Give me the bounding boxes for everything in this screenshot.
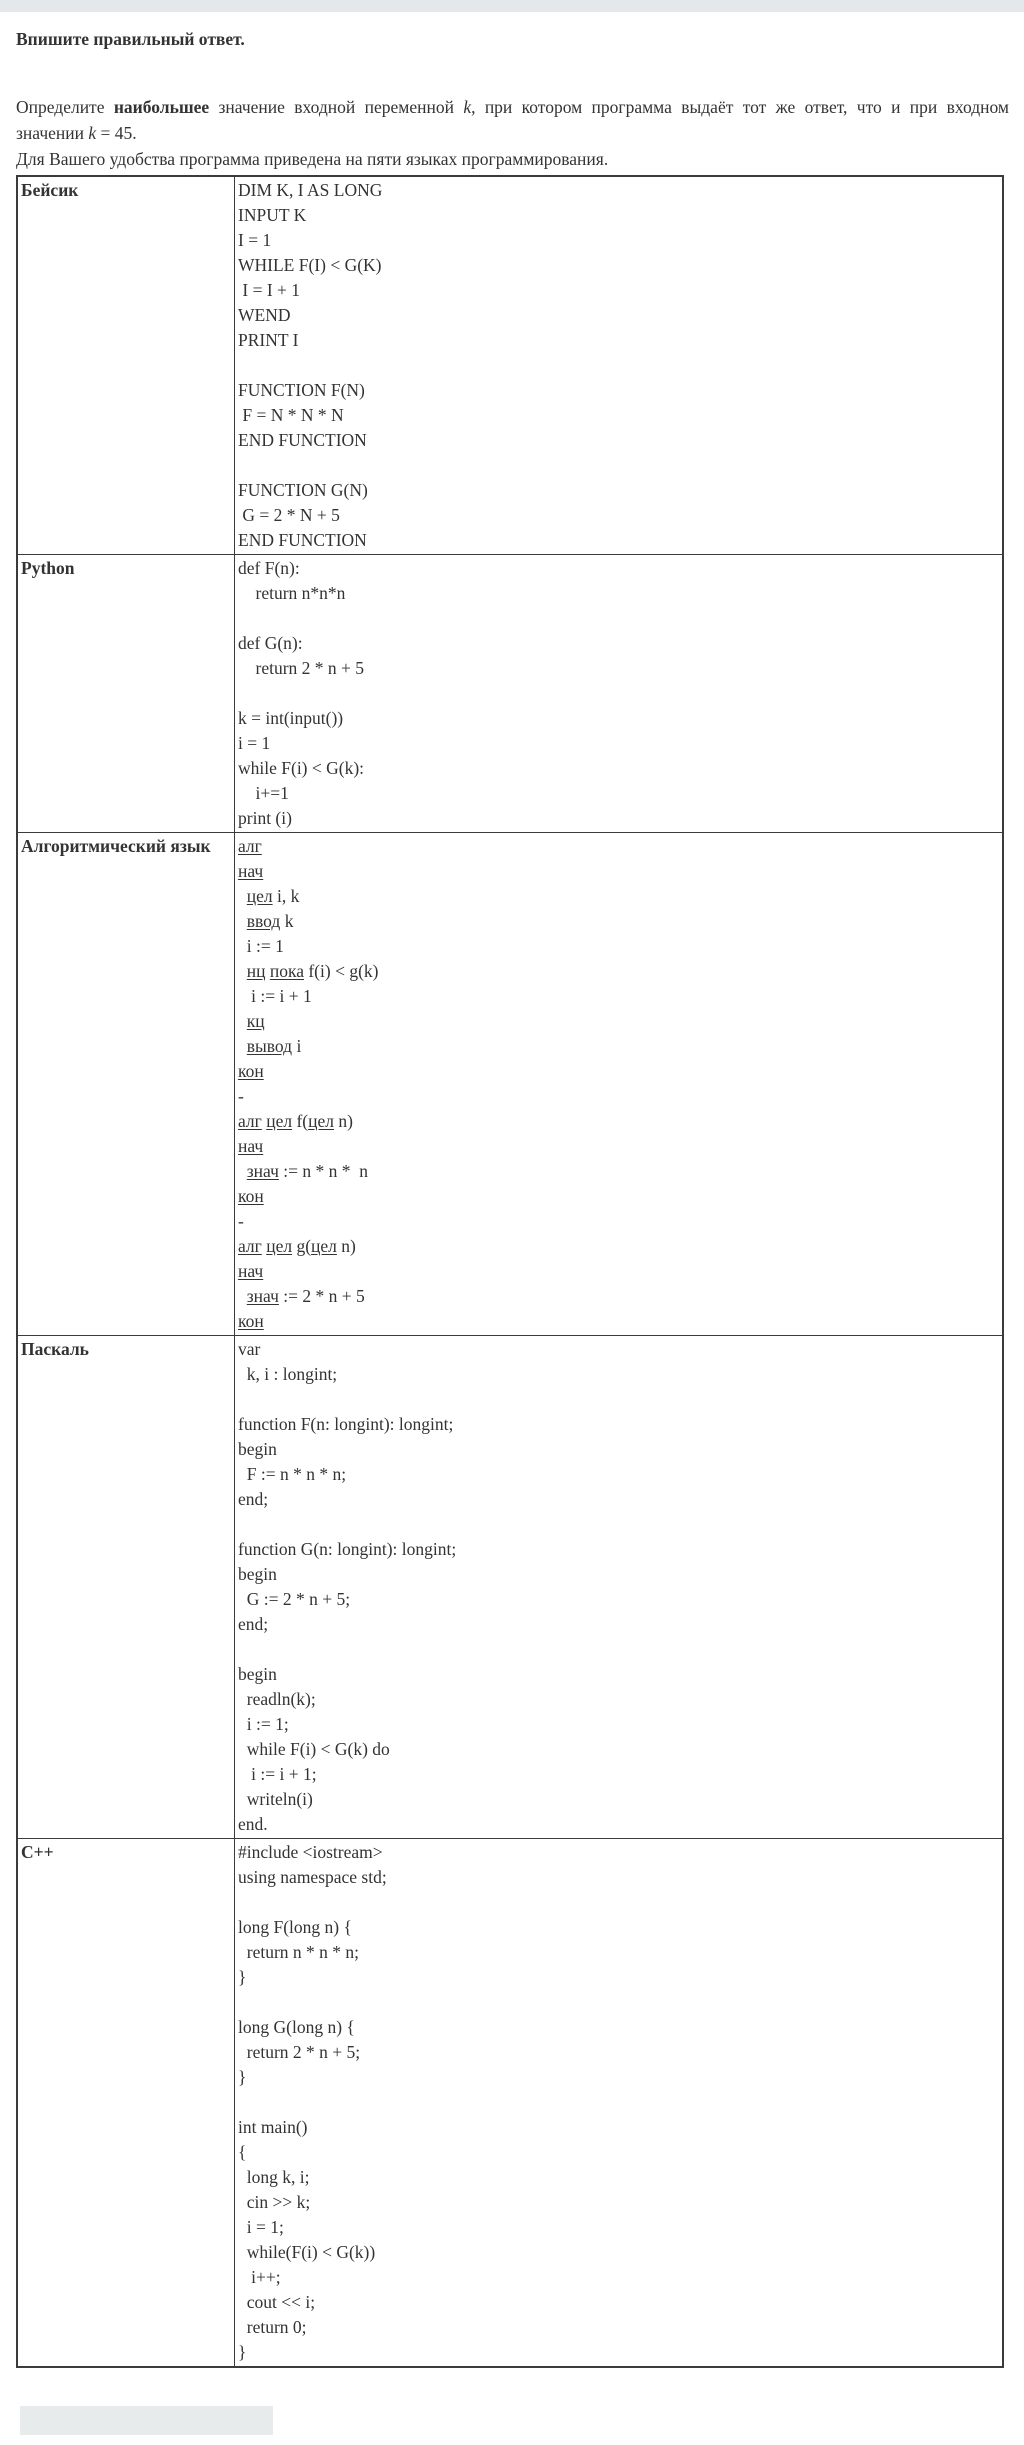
- code-text: -: [238, 1211, 244, 1231]
- code-text: END FUNCTION: [238, 430, 367, 450]
- code-line: [238, 556, 999, 581]
- code-line: [238, 2240, 999, 2265]
- code-text: END FUNCTION: [238, 530, 367, 550]
- code-text: I = 1: [238, 230, 272, 250]
- code-text: return 2 * n + 5;: [238, 2042, 361, 2062]
- code-line: [238, 1034, 999, 1059]
- keyword-underlined: знач: [246, 1161, 279, 1181]
- code-line: [238, 656, 999, 681]
- code-line: [238, 1915, 999, 1940]
- code-line: [238, 1762, 999, 1787]
- code-line: [238, 731, 999, 756]
- code-text: [238, 1286, 247, 1306]
- code-line: [238, 2065, 999, 2090]
- code-line: [238, 328, 999, 353]
- code-text: cout << i;: [238, 2292, 316, 2312]
- code-line: [238, 984, 999, 1009]
- code-line: [238, 2290, 999, 2315]
- top-bar: [0, 0, 1024, 12]
- task-segment: значение входной переменной: [209, 97, 464, 117]
- code-text: end.: [238, 1814, 268, 1834]
- code-text: INPUT K: [238, 205, 307, 225]
- keyword-underlined: нач: [238, 1136, 264, 1156]
- code-text: while F(i) < G(k):: [238, 758, 365, 778]
- code-text: var: [238, 1339, 261, 1359]
- code-text: i+=1: [238, 783, 289, 803]
- code-line: [238, 1812, 999, 1837]
- code-text: := 2 * n + 5: [278, 1286, 365, 1306]
- language-label: Python: [17, 555, 235, 833]
- code-text: := n * n * n: [278, 1161, 369, 1181]
- code-line: [238, 1412, 999, 1437]
- code-text: begin: [238, 1564, 277, 1584]
- code-line: [238, 1662, 999, 1687]
- language-label: Паскаль: [17, 1336, 235, 1839]
- code-text: F = N * N * N: [238, 405, 344, 425]
- keyword-underlined: кон: [238, 1311, 264, 1331]
- code-line: [238, 428, 999, 453]
- code-text: -: [238, 1086, 244, 1106]
- table-row: [17, 1336, 1003, 1839]
- code-line: [238, 278, 999, 303]
- task-line: [16, 120, 1009, 146]
- code-text: i++;: [238, 2267, 281, 2287]
- code-text: begin: [238, 1439, 277, 1459]
- code-text: return 2 * n + 5: [238, 658, 365, 678]
- keyword-underlined: алг: [238, 836, 262, 856]
- code-text: [238, 886, 247, 906]
- code-text: n): [334, 1111, 353, 1131]
- keyword-underlined: ввод: [246, 911, 281, 931]
- task-segment: Определите: [16, 97, 114, 117]
- code-line: [238, 2115, 999, 2140]
- code-text: long G(long n) {: [238, 2017, 355, 2037]
- code-line: [238, 2165, 999, 2190]
- code-line: [238, 1687, 999, 1712]
- code-line: [238, 1537, 999, 1562]
- code-line: [238, 1059, 999, 1084]
- code-line: [238, 1134, 999, 1159]
- code-line: [238, 631, 999, 656]
- code-line: [238, 2215, 999, 2240]
- keyword-underlined: нач: [238, 1261, 264, 1281]
- code-text: PRINT I: [238, 330, 299, 350]
- code-text: FUNCTION F(N): [238, 380, 365, 400]
- keyword-underlined: пока: [269, 961, 304, 981]
- task-line: [16, 94, 1009, 120]
- code-line: [238, 2040, 999, 2065]
- code-line: [238, 1437, 999, 1462]
- code-text: function F(n: longint): longint;: [238, 1414, 454, 1434]
- code-line: [238, 2190, 999, 2215]
- code-line: [238, 1084, 999, 1109]
- code-text: while F(i) < G(k) do: [238, 1739, 390, 1759]
- code-line: [238, 1184, 999, 1209]
- code-text: DIM K, I AS LONG: [238, 180, 383, 200]
- code-line: [238, 2265, 999, 2290]
- code-line: [238, 1487, 999, 1512]
- code-text: print (i): [238, 808, 292, 828]
- code-text: WHILE F(I) < G(K): [238, 255, 382, 275]
- keyword-underlined: цел: [311, 1236, 337, 1256]
- code-line: [238, 2140, 999, 2165]
- code-text: int main(): [238, 2117, 308, 2137]
- code-line: [238, 503, 999, 528]
- code-block: [235, 555, 1004, 833]
- keyword-underlined: кц: [246, 1011, 265, 1031]
- code-line: [238, 1612, 999, 1637]
- code-line: [238, 1562, 999, 1587]
- task-segment: значении: [16, 123, 89, 143]
- code-text: long k, i;: [238, 2167, 310, 2187]
- table-row: [17, 833, 1003, 1336]
- code-text: k: [280, 911, 294, 931]
- code-line: [238, 1234, 999, 1259]
- code-line: [238, 528, 999, 553]
- code-text: [238, 1036, 247, 1056]
- code-line: [238, 1259, 999, 1284]
- code-line: [238, 581, 999, 606]
- keyword-underlined: алг: [238, 1236, 262, 1256]
- code-text: readln(k);: [238, 1689, 316, 1709]
- programs-table: [16, 175, 1004, 2368]
- code-text: i := 1: [238, 936, 284, 956]
- code-line: [238, 781, 999, 806]
- code-line: [238, 1387, 999, 1412]
- code-text: f(: [292, 1111, 309, 1131]
- code-text: I = I + 1: [238, 280, 301, 300]
- code-block: [235, 176, 1004, 555]
- code-text: def F(n):: [238, 558, 300, 578]
- code-text: n): [336, 1236, 356, 1256]
- task-segment: , при котором программа выдаёт тот же ответ, что и при входном: [471, 97, 1009, 117]
- code-line: [238, 2315, 999, 2340]
- code-text: [238, 1011, 247, 1031]
- code-text: while(F(i) < G(k)): [238, 2242, 376, 2262]
- code-block: [235, 1336, 1004, 1839]
- code-line: [238, 681, 999, 706]
- keyword-underlined: знач: [246, 1286, 279, 1306]
- code-line: [238, 2090, 999, 2115]
- code-text: return n*n*n: [238, 583, 346, 603]
- code-line: [238, 1787, 999, 1812]
- code-block: [235, 833, 1004, 1336]
- code-line: [238, 1587, 999, 1612]
- code-line: [238, 1840, 999, 1865]
- table-row: [17, 1839, 1003, 2368]
- code-line: [238, 378, 999, 403]
- code-line: [238, 756, 999, 781]
- code-text: end;: [238, 1614, 269, 1634]
- code-text: function G(n: longint): longint;: [238, 1539, 457, 1559]
- code-text: }: [238, 1967, 247, 1987]
- code-line: [238, 806, 999, 831]
- code-line: [238, 1890, 999, 1915]
- code-line: [238, 353, 999, 378]
- task-text: [16, 94, 1009, 146]
- code-line: [238, 1990, 999, 2015]
- keyword-underlined: цел: [266, 1111, 293, 1131]
- code-text: i := i + 1: [238, 986, 312, 1006]
- code-text: return 0;: [238, 2317, 307, 2337]
- code-text: begin: [238, 1664, 277, 1684]
- code-line: [238, 303, 999, 328]
- code-line: [238, 1865, 999, 1890]
- code-text: cin >> k;: [238, 2192, 311, 2212]
- code-line: [238, 706, 999, 731]
- code-line: [238, 203, 999, 228]
- code-line: [238, 1512, 999, 1537]
- keyword-underlined: нц: [246, 961, 266, 981]
- answer-input[interactable]: [20, 2406, 273, 2435]
- code-text: [238, 911, 247, 931]
- code-line: [238, 1737, 999, 1762]
- code-line: [238, 2015, 999, 2040]
- code-line: [238, 1462, 999, 1487]
- intro-text: Для Вашего удобства программа приведена на пяти языках программирования.: [16, 149, 609, 169]
- code-text: def G(n):: [238, 633, 303, 653]
- code-text: }: [238, 2067, 247, 2087]
- task-segment: k: [463, 97, 472, 117]
- task-segment: = 45.: [96, 123, 137, 143]
- code-line: [238, 453, 999, 478]
- code-block: [235, 1839, 1004, 2368]
- keyword-underlined: вывод: [246, 1036, 293, 1056]
- code-text: k = int(input()): [238, 708, 344, 728]
- code-line: [238, 1009, 999, 1034]
- programs-table-body: [17, 176, 1003, 2367]
- code-line: [238, 253, 999, 278]
- code-text: }: [238, 2342, 247, 2362]
- keyword-underlined: нач: [238, 861, 264, 881]
- code-line: [238, 884, 999, 909]
- language-label: Алгоритмический язык: [17, 833, 235, 1336]
- code-text: [238, 961, 247, 981]
- task-segment: наибольшее: [113, 97, 210, 117]
- code-line: [238, 1284, 999, 1309]
- code-line: [238, 1159, 999, 1184]
- code-line: [238, 228, 999, 253]
- table-row: [17, 555, 1003, 833]
- code-line: [238, 859, 999, 884]
- code-line: [238, 2340, 999, 2365]
- code-line: [238, 1940, 999, 1965]
- code-text: G := 2 * n + 5;: [238, 1589, 351, 1609]
- code-text: k, i : longint;: [238, 1364, 338, 1384]
- code-text: i = 1;: [238, 2217, 284, 2237]
- code-text: using namespace std;: [238, 1867, 387, 1887]
- code-line: [238, 959, 999, 984]
- code-text: end;: [238, 1489, 269, 1509]
- keyword-underlined: кон: [238, 1186, 264, 1206]
- keyword-underlined: кон: [238, 1061, 264, 1081]
- code-text: i: [292, 1036, 302, 1056]
- task-segment: k: [88, 123, 97, 143]
- code-text: {: [238, 2142, 247, 2162]
- code-text: i := 1;: [238, 1714, 289, 1734]
- code-line: [238, 478, 999, 503]
- code-text: i, k: [272, 886, 300, 906]
- code-text: WEND: [238, 305, 291, 325]
- page: [0, 28, 1024, 2435]
- code-text: g(: [292, 1236, 312, 1256]
- code-line: [238, 1637, 999, 1662]
- code-line: [238, 403, 999, 428]
- table-row: [17, 176, 1003, 555]
- code-text: writeln(i): [238, 1789, 313, 1809]
- code-line: [238, 1337, 999, 1362]
- keyword-underlined: цел: [246, 886, 273, 906]
- code-line: [238, 1362, 999, 1387]
- code-line: [238, 1965, 999, 1990]
- code-text: FUNCTION G(N): [238, 480, 368, 500]
- code-text: F := n * n * n;: [238, 1464, 347, 1484]
- language-label: Бейсик: [17, 176, 235, 555]
- code-line: [238, 1712, 999, 1737]
- code-text: #include <iostream>: [238, 1842, 383, 1862]
- code-line: [238, 834, 999, 859]
- code-text: long F(long n) {: [238, 1917, 352, 1937]
- code-text: i = 1: [238, 733, 271, 753]
- page-title: Впишите правильный ответ.: [16, 29, 245, 49]
- code-line: [238, 1209, 999, 1234]
- code-line: [238, 909, 999, 934]
- code-line: [238, 178, 999, 203]
- code-line: [238, 934, 999, 959]
- code-text: return n * n * n;: [238, 1942, 360, 1962]
- code-line: [238, 1309, 999, 1334]
- code-line: [238, 606, 999, 631]
- keyword-underlined: алг: [238, 1111, 262, 1131]
- code-text: i := i + 1;: [238, 1764, 317, 1784]
- language-label: C++: [17, 1839, 235, 2368]
- code-text: G = 2 * N + 5: [238, 505, 340, 525]
- code-text: [238, 1161, 247, 1181]
- keyword-underlined: цел: [308, 1111, 334, 1131]
- code-text: f(i) < g(k): [303, 961, 379, 981]
- code-line: [238, 1109, 999, 1134]
- keyword-underlined: цел: [266, 1236, 293, 1256]
